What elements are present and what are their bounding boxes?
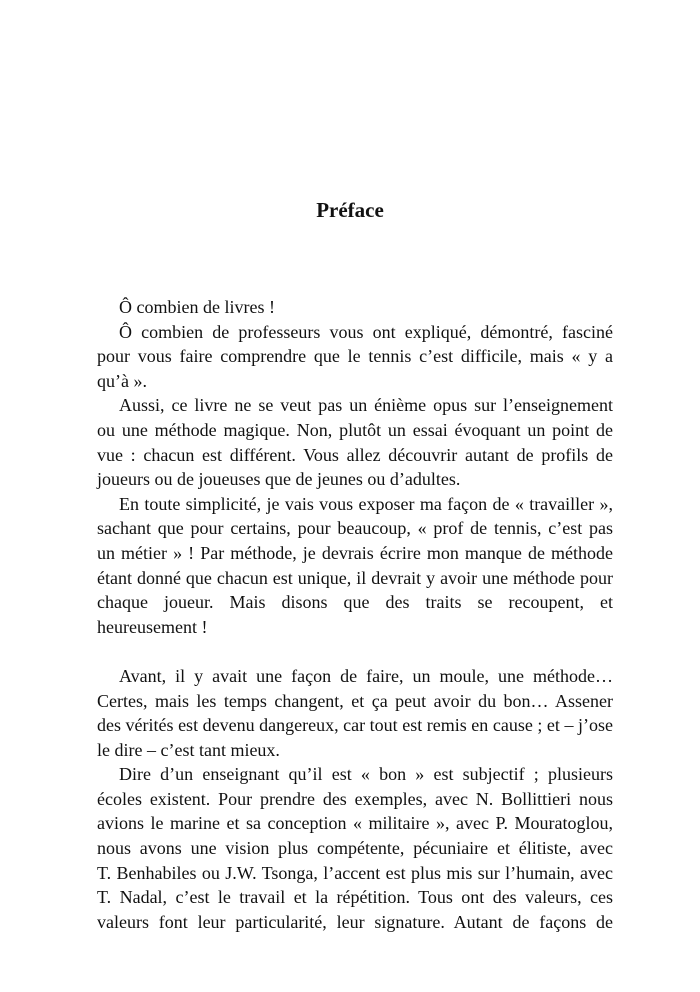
text-line: chaque joueur. Mais disons que des traits se recoupent, et xyxy=(97,592,613,613)
text-line: Ô combien de professeurs vous ont expliqué, démontré, fasciné xyxy=(119,321,613,342)
paragraph xyxy=(97,492,613,640)
page-title: Préface xyxy=(316,198,384,222)
text-line: ou une méthode magique. Non, plutôt un essai évoquant un point de xyxy=(97,419,613,440)
text-line: Ô combien de livres ! xyxy=(119,297,275,317)
text-line: nous avons une vision plus compétente, pécuniaire et élitiste, avec xyxy=(97,838,613,859)
text-line: des vérités est devenu dangereux, car tout est remis en cause ; et – j’ose xyxy=(97,715,613,736)
paragraph-gap xyxy=(97,639,613,664)
text-line: avions le marine et sa conception « militaire », avec P. Mouratoglou, xyxy=(97,813,613,834)
text-line: valeurs font leur particularité, leur signature. Autant de façons de xyxy=(97,911,613,932)
body-text xyxy=(97,295,613,934)
paragraph xyxy=(97,320,613,394)
text-line: Aussi, ce livre ne se veut pas un énième opus sur l’enseignement xyxy=(119,395,613,416)
text-line: pour vous faire comprendre que le tennis c’est difficile, mais « y a xyxy=(97,346,613,367)
text-line: T. Nadal, c’est le travail et la répétition. Tous ont des valeurs, ces xyxy=(97,887,613,908)
paragraph xyxy=(97,393,613,491)
paragraph xyxy=(97,762,613,934)
text-line: Dire d’un enseignant qu’il est « bon » est subjectif ; plusieurs xyxy=(119,764,613,785)
text-line: Certes, mais les temps changent, et ça peut avoir du bon… Assener xyxy=(97,690,613,711)
text-line: sachant que pour certains, pour beaucoup, « prof de tennis, c’est pas xyxy=(97,518,613,539)
text-line: écoles existent. Pour prendre des exemples, avec N. Bollittieri nous xyxy=(97,788,613,809)
text-line: un métier » ! Par méthode, je devrais écrire mon manque de méthode xyxy=(97,542,613,563)
text-line: le dire – c’est tant mieux. xyxy=(97,739,280,760)
text-line: T. Benhabiles ou J.W. Tsonga, l’accent est plus mis sur l’humain, avec xyxy=(97,862,613,883)
text-line: En toute simplicité, je vais vous exposer ma façon de « travailler », xyxy=(119,493,613,514)
text-line: vue : chacun est différent. Vous allez découvrir autant de profils de xyxy=(97,444,613,465)
text-line: qu’à ». xyxy=(97,370,147,391)
text-line: étant donné que chacun est unique, il devrait y avoir une méthode pour xyxy=(97,567,613,588)
text-line: joueurs ou de joueuses que de jeunes ou d’adultes. xyxy=(97,469,461,490)
paragraph xyxy=(97,295,613,320)
text-line: heureusement ! xyxy=(97,616,208,637)
text-line: Avant, il y avait une façon de faire, un moule, une méthode… xyxy=(119,665,613,686)
paragraph xyxy=(97,664,613,762)
